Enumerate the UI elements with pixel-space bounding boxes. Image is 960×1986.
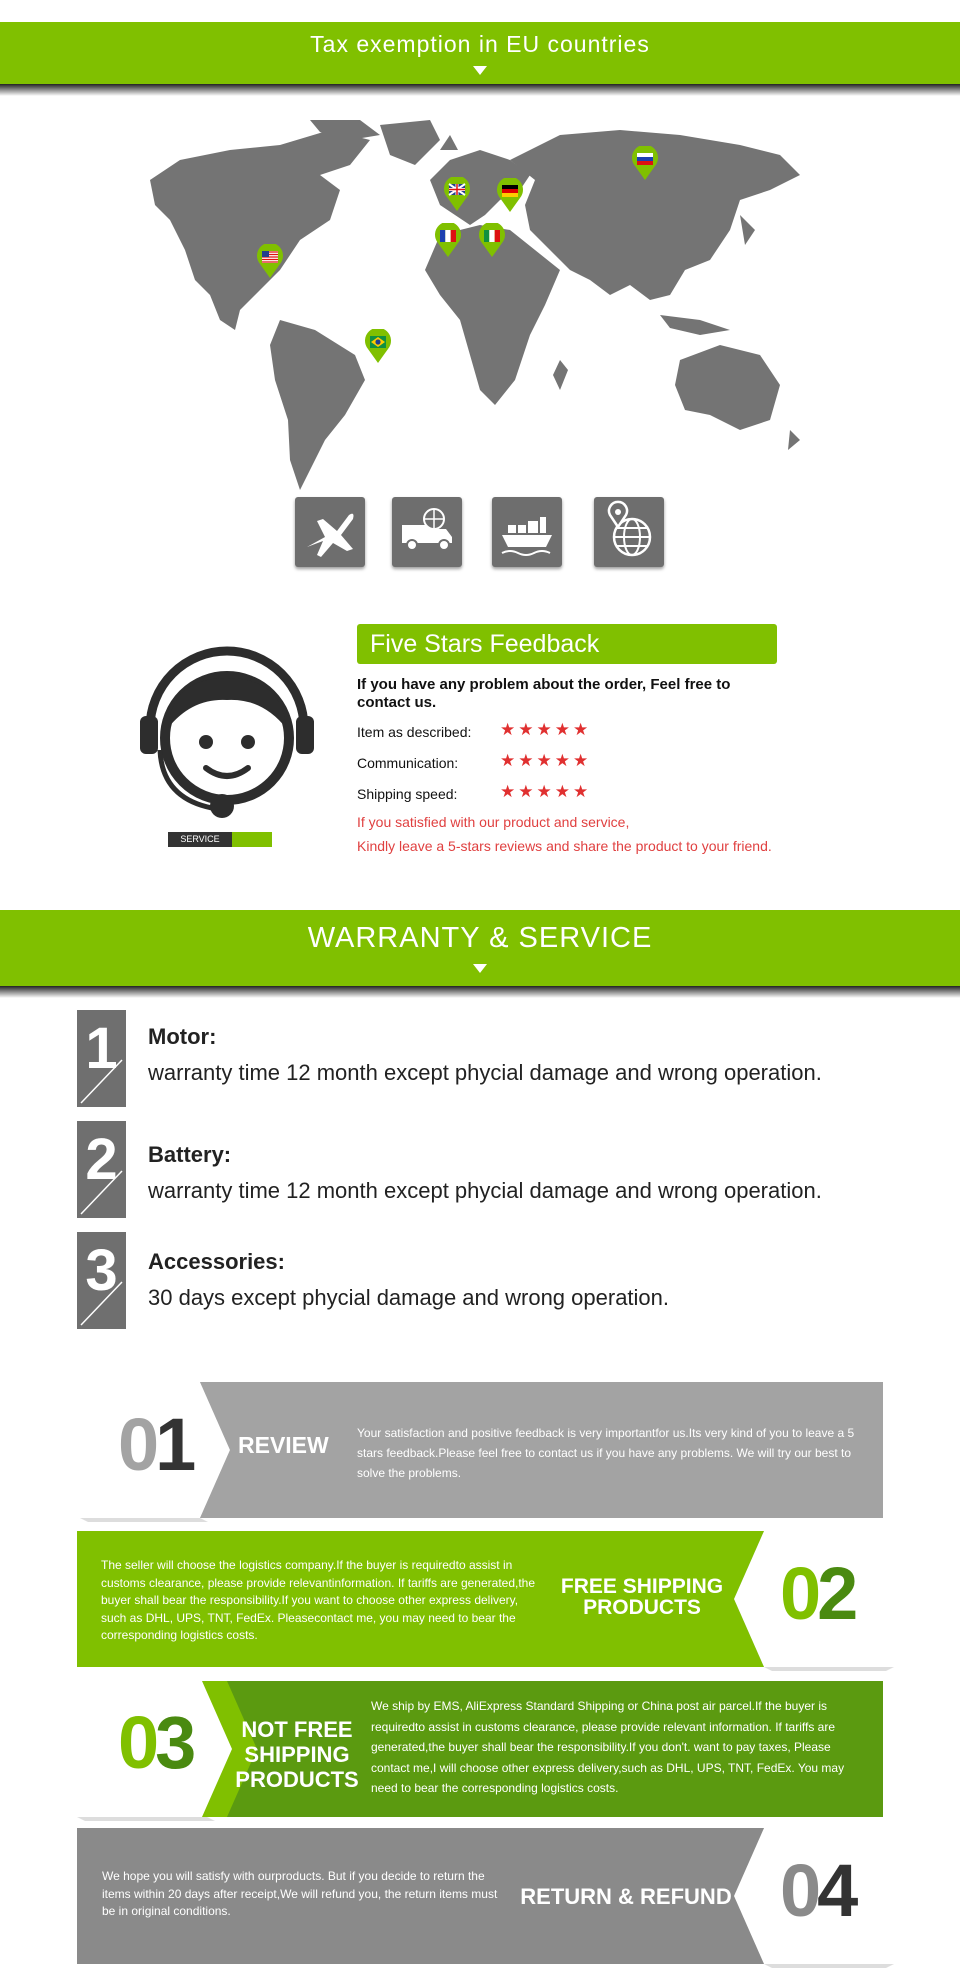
- not-free-shipping-title: [232, 1717, 362, 1792]
- not-free-shipping-title-line1: NOT FREE: [241, 1717, 353, 1742]
- policy-number-digit-b: 3: [155, 1701, 193, 1784]
- location-globe-icon: [594, 497, 664, 567]
- feedback-row-label: Shipping speed:: [357, 786, 458, 802]
- warranty-number-badge: [77, 1232, 126, 1329]
- warranty-title: Battery:: [148, 1142, 232, 1167]
- free-shipping-title: [552, 1576, 732, 1618]
- free-shipping-text: The seller will choose the logistics company.If the buyer is requiredto assist in customs clearance, please provide relevantinformation. If tariffs are generated,the buyer shall bear the responsibility.If you want to choose other express delivery, such as DHL, UPS, TNT, FedEx. Pleasecontact me, you may need to bear the corresponding logistics costs.: [101, 1558, 536, 1642]
- feedback-note-line2: Kindly leave a 5-stars reviews and share the product to your friend.: [357, 838, 772, 854]
- warranty-text: 30 days except phycial damage and wrong operation.: [148, 1285, 670, 1310]
- review-title: REVIEW: [238, 1432, 329, 1458]
- chevron-down-icon: [473, 66, 487, 75]
- service-label-text: SERVICE: [180, 834, 220, 844]
- policy-number-digit-b: 2: [817, 1552, 855, 1635]
- germany-flag-pin: [497, 178, 523, 212]
- uk-flag-pin: [444, 177, 470, 211]
- chevron-down-icon: [473, 964, 487, 973]
- tax-banner: [0, 22, 960, 84]
- not-free-shipping-title-line2: SHIPPING: [244, 1742, 350, 1767]
- warranty-banner: [0, 910, 960, 986]
- brazil-flag-pin: [365, 329, 391, 363]
- review-text: Your satisfaction and positive feedback is very importantfor us.Its very kind of you to leave a 5 stars feedback.Please feel free to contact us if you have any problems. We will try our best to solve the problems.: [357, 1426, 855, 1480]
- warranty-number: 2: [85, 1127, 118, 1192]
- warranty-number-badge: [77, 1121, 126, 1218]
- not-free-shipping-text: We ship by EMS, AliExpress Standard Shipping or China post air parcel.If the buyer is requiredto assist in customs clearance, please provide relevant information. If tariffs are generated,the buyer shall bear the responsibility.If you don't. want to pay taxes, Please contact me,I will choose other express delivery,such as DHL, UPS, TNT, FedEx. You may need to bear the corresponding logistics costs.: [371, 1699, 845, 1796]
- truck-globe-icon: [392, 497, 462, 567]
- star-rating: ★★★★★: [500, 751, 592, 770]
- warranty-title: Accessories:: [148, 1249, 285, 1274]
- cargo-ship-icon: [492, 497, 562, 567]
- feedback-row-label: Communication:: [357, 755, 459, 771]
- warranty-title: Motor:: [148, 1024, 217, 1049]
- russia-flag-pin: [632, 146, 658, 180]
- policy-number-digit-b: 4: [817, 1849, 855, 1932]
- not-free-shipping-title-line3: PRODUCTS: [235, 1767, 359, 1792]
- feedback-note-line1: If you satisfied with our product and service,: [357, 814, 630, 830]
- tax-banner-title: Tax exemption in EU countries: [310, 31, 650, 57]
- usa-flag-pin: [257, 244, 283, 278]
- return-refund-text: We hope you will satisfy with ourproducts. But if you decide to return the items within 20 days after receipt,We will refund you, the return items must be in original conditions.: [102, 1869, 498, 1918]
- policy-number: [780, 1848, 854, 1933]
- return-refund-title: RETURN & REFUND: [520, 1884, 732, 1909]
- star-rating: ★★★★★: [500, 782, 592, 801]
- policy-number-digit-a: 0: [118, 1403, 156, 1486]
- policy-number: [118, 1402, 192, 1487]
- support-agent-icon: [132, 638, 322, 828]
- warranty-number: 3: [85, 1238, 118, 1303]
- feedback-intro: If you have any problem about the order, Feel free to contact us.: [357, 676, 731, 711]
- policy-number: [780, 1551, 854, 1636]
- italy-flag-pin: [479, 223, 505, 257]
- free-shipping-title-line1: FREE SHIPPING: [560, 1575, 724, 1598]
- feedback-row-label: Item as described:: [357, 724, 472, 740]
- policy-number: [118, 1700, 192, 1785]
- warranty-number-badge: [77, 1010, 126, 1107]
- airplane-icon: [295, 497, 365, 567]
- warranty-number: 1: [85, 1016, 118, 1081]
- policy-number-digit-a: 0: [780, 1552, 818, 1635]
- warranty-banner-title: WARRANTY & SERVICE: [307, 922, 653, 954]
- policy-number-digit-b: 1: [155, 1403, 193, 1486]
- warranty-text: warranty time 12 month except phycial damage and wrong operation.: [148, 1178, 822, 1203]
- service-label: [168, 832, 272, 847]
- france-flag-pin: [435, 223, 461, 257]
- star-rating: ★★★★★: [500, 720, 592, 739]
- world-map: [140, 120, 820, 490]
- free-shipping-title-line2: PRODUCTS: [583, 1596, 701, 1619]
- policy-number-digit-a: 0: [118, 1701, 156, 1784]
- warranty-text: warranty time 12 month except phycial damage and wrong operation.: [148, 1060, 822, 1085]
- policy-number-digit-a: 0: [780, 1849, 818, 1932]
- feedback-title: Five Stars Feedback: [357, 624, 777, 664]
